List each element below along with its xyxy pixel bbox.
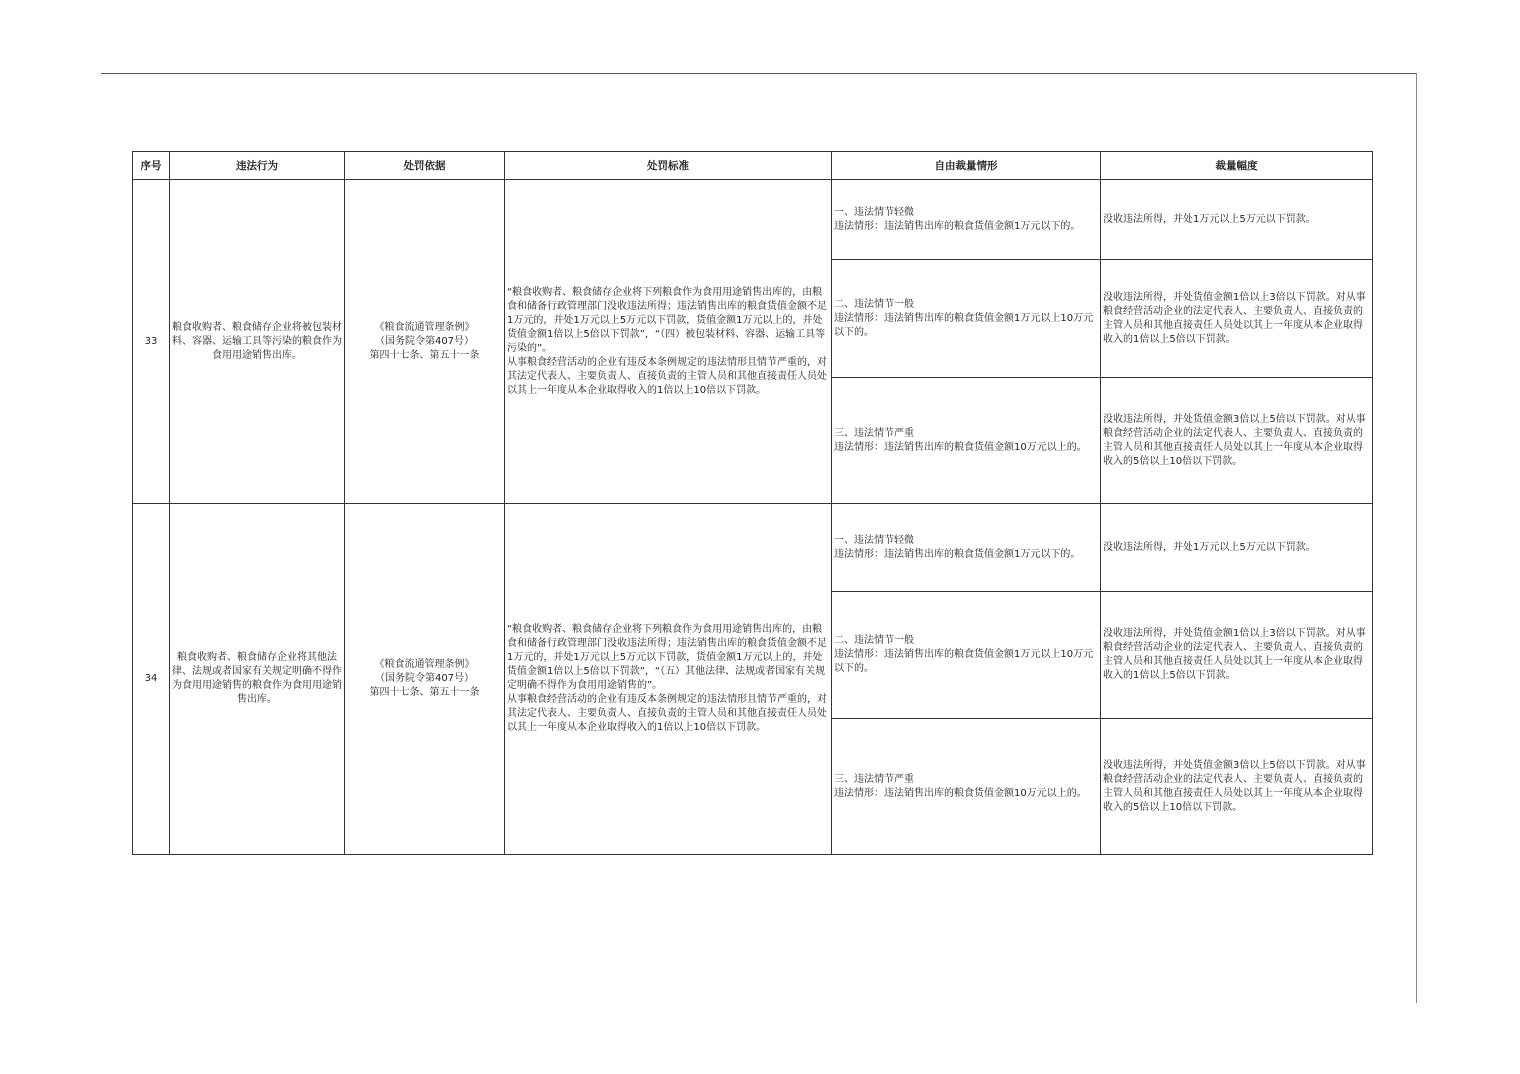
header-basis: 处罚依据 (345, 152, 505, 180)
range-cell: 没收违法所得，并处1万元以上5万元以下罚款。 (1101, 180, 1373, 260)
penalty-discretion-table (132, 151, 1373, 855)
range-cell: 没收违法所得，并处货值金额3倍以上5倍以下罚款。对从事粮食经营活动企业的法定代表人、主要负责人、直接负责的主管人员和其他直接责任人员处以其上一年度从本企业取得收入的5倍以上10倍以下罚款。 (1101, 378, 1373, 504)
page-right-rule (1416, 73, 1417, 1003)
row-number: 33 (133, 180, 170, 504)
page-top-rule (101, 73, 1417, 74)
range-cell: 没收违法所得，并处货值金额1倍以上3倍以下罚款。对从事粮食经营活动企业的法定代表人、主要负责人、直接负责的主管人员和其他直接责任人员处以其上一年度从本企业取得收入的1倍以上5倍以下罚款。 (1101, 260, 1373, 378)
header-situation: 自由裁量情形 (832, 152, 1101, 180)
situation-cell: 三、违法情节严重 违法情形：违法销售出库的粮食货值金额10万元以上的。 (832, 719, 1101, 855)
header-no: 序号 (133, 152, 170, 180)
basis-cell: 《粮食流通管理条例》 （国务院令第407号） 第四十七条、第五十一条 (345, 180, 505, 504)
table-row (133, 180, 1373, 260)
header-standard: 处罚标准 (505, 152, 832, 180)
standard-cell: “粮食收购者、粮食储存企业将下列粮食作为食用用途销售出库的，由粮食和储备行政管理部门没收违法所得；违法销售出库的粮食货值金额不足1万元的，并处1万元以上5万元以下罚款，货值金额1万元以上的，并处货值金额1倍以上5倍以下罚款”，“（五）其他法律、法规或者国家有关规定明确不得作为食用用途销售的”。 从事粮食经营活动的企业有违反本条例规定的违法情形且情节严重的，对其法定代表人、主要负责人、直接负责的主管人员和其他直接责任人员处以其上一年度从本企业取得收入的1倍以上10倍以下罚款。 (505, 504, 832, 855)
table-row (133, 504, 1373, 592)
situation-cell: 一、违法情节轻微 违法情形：违法销售出库的粮食货值金额1万元以下的。 (832, 180, 1101, 260)
situation-cell: 一、违法情节轻微 违法情形：违法销售出库的粮食货值金额1万元以下的。 (832, 504, 1101, 592)
basis-cell: 《粮食流通管理条例》 （国务院令第407号） 第四十七条、第五十一条 (345, 504, 505, 855)
violation-cell: 粮食收购者、粮食储存企业将其他法律、法规或者国家有关规定明确不得作为食用用途销售的粮食作为食用用途销售出库。 (170, 504, 345, 855)
situation-cell: 二、违法情节一般 违法情形：违法销售出库的粮食货值金额1万元以上10万元以下的。 (832, 260, 1101, 378)
standard-cell: “粮食收购者、粮食储存企业将下列粮食作为食用用途销售出库的，由粮食和储备行政管理部门没收违法所得；违法销售出库的粮食货值金额不足1万元的，并处1万元以上5万元以下罚款，货值金额1万元以上的，并处货值金额1倍以上5倍以下罚款”，“（四）被包装材料、容器、运输工具等污染的”。 从事粮食经营活动的企业有违反本条例规定的违法情形且情节严重的，对其法定代表人、主要负责人、直接负责的主管人员和其他直接责任人员处以其上一年度从本企业取得收入的1倍以上10倍以下罚款。 (505, 180, 832, 504)
row-number: 34 (133, 504, 170, 855)
range-cell: 没收违法所得，并处货值金额1倍以上3倍以下罚款。对从事粮食经营活动企业的法定代表人、主要负责人、直接负责的主管人员和其他直接责任人员处以其上一年度从本企业取得收入的1倍以上5倍以下罚款。 (1101, 592, 1373, 719)
violation-cell: 粮食收购者、粮食储存企业将被包装材料、容器、运输工具等污染的粮食作为食用用途销售出库。 (170, 180, 345, 504)
header-range: 裁量幅度 (1101, 152, 1373, 180)
table-header-row (133, 152, 1373, 180)
situation-cell: 二、违法情节一般 违法情形：违法销售出库的粮食货值金额1万元以上10万元以下的。 (832, 592, 1101, 719)
range-cell: 没收违法所得，并处货值金额3倍以上5倍以下罚款。对从事粮食经营活动企业的法定代表人、主要负责人、直接负责的主管人员和其他直接责任人员处以其上一年度从本企业取得收入的5倍以上10倍以下罚款。 (1101, 719, 1373, 855)
header-violation: 违法行为 (170, 152, 345, 180)
situation-cell: 三、违法情节严重 违法情形：违法销售出库的粮食货值金额10万元以上的。 (832, 378, 1101, 504)
range-cell: 没收违法所得，并处1万元以上5万元以下罚款。 (1101, 504, 1373, 592)
